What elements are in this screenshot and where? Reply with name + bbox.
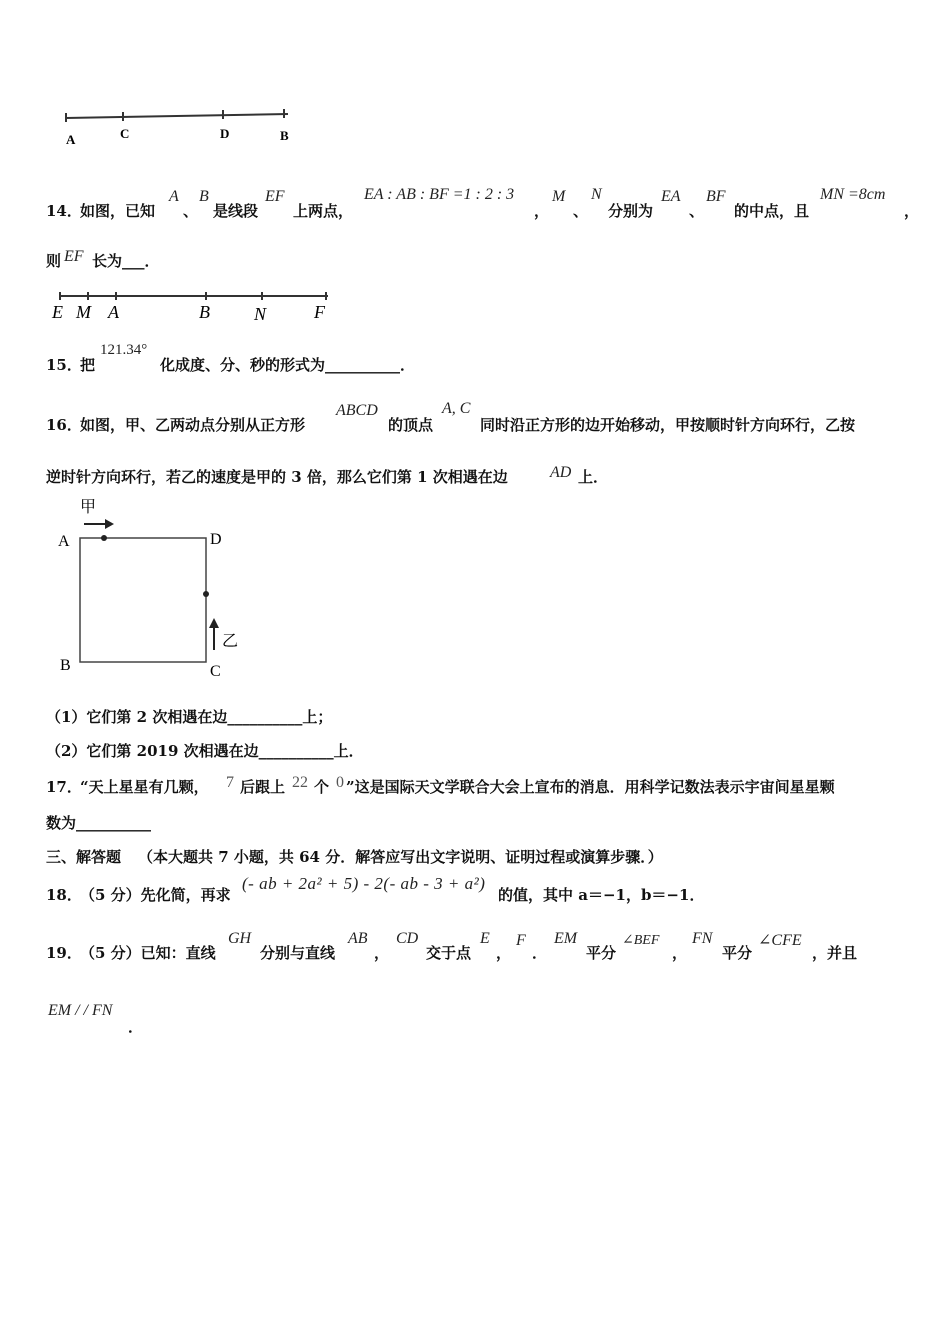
separator: ， <box>534 202 550 220</box>
math-ef: EF <box>265 188 285 205</box>
math-b: B <box>199 188 209 205</box>
math-fn: FN <box>692 930 713 947</box>
question-text: 分别为 <box>608 202 654 220</box>
question-text: 如图，甲、乙两动点分别从正方形 <box>80 416 306 434</box>
question-17-line-1 <box>46 772 926 796</box>
point-label-b: B <box>280 128 289 143</box>
question-text: 化成度、分、秒的形式为__________． <box>160 356 416 374</box>
point-label-b: B <box>199 302 210 322</box>
separator: ， <box>672 944 688 962</box>
question-15 <box>46 340 546 380</box>
question-17-line-2: 数为__________ <box>46 814 152 832</box>
math-ratio: EA : AB : BF =1 : 2 : 3 <box>364 186 515 203</box>
point-label-d: D <box>220 126 230 141</box>
math-abcd: ABCD <box>336 402 378 419</box>
question-14-line-2 <box>46 248 346 270</box>
question-text: （5 分）先化简，再求 <box>80 886 231 904</box>
label-jia: 甲 <box>80 499 97 516</box>
separator: ， <box>496 944 512 962</box>
question-text: 上． <box>578 468 609 486</box>
point-label-a: A <box>66 132 76 147</box>
math-ad: AD <box>550 464 572 481</box>
math-gh: GH <box>228 930 252 947</box>
point-label-e: E <box>52 302 63 322</box>
math-0: 0 <box>336 774 344 791</box>
math-cd: CD <box>396 930 419 947</box>
question-text: 交于点 <box>426 944 472 962</box>
question-text: 的中点，且 <box>734 202 810 220</box>
separator: ， <box>904 202 920 220</box>
math-ea: EA <box>661 188 681 205</box>
separator: 、 <box>573 202 589 220</box>
question-text: 如图，已知 <box>80 202 156 220</box>
question-19-line-1 <box>46 926 926 966</box>
point-label-n: N <box>254 304 267 324</box>
point-label-f: F <box>314 302 325 322</box>
question-number: 14． <box>46 202 82 220</box>
separator: ． <box>532 944 548 962</box>
label-yi: 乙 <box>222 633 239 650</box>
question-text: ，并且 <box>812 944 858 962</box>
math-em: EM <box>554 930 578 947</box>
math-n: N <box>591 186 602 203</box>
point-label-a: A <box>108 302 119 322</box>
point-label-m: M <box>76 302 91 322</box>
math-7: 7 <box>226 774 234 791</box>
question-text: 平分 <box>586 944 617 962</box>
math-bf: BF <box>706 188 726 205</box>
separator: 、 <box>689 202 705 220</box>
question-text: 分别与直线 <box>260 944 336 962</box>
question-number: 18． <box>46 886 82 904</box>
separator: ， <box>374 944 390 962</box>
question-text: （5 分）已知：直线 <box>80 944 216 962</box>
question-16-line-1 <box>46 400 926 440</box>
math-expression: (- ab + 2a² + 5) - 2(- ab - 3 + a²) <box>242 874 486 893</box>
question-text: 逆时针方向环行，若乙的速度是甲的 3 倍，那么它们第 1 次相遇在边 <box>46 468 508 486</box>
question-text: 是线段 <box>213 202 259 220</box>
question-text: 则 <box>46 252 62 270</box>
question-text: 后跟上 <box>240 778 286 796</box>
question-text: 把 <box>80 356 96 374</box>
question-16-sub-1: （1）它们第 2 次相遇在边__________上； <box>46 708 333 726</box>
question-text: 个 <box>314 778 330 796</box>
question-text: 同时沿正方形的边开始移动，甲按顺时针方向环行，乙按 <box>480 416 856 434</box>
vertex-label-b: B <box>60 657 71 674</box>
vertex-label-d: D <box>210 531 222 548</box>
question-text: 上两点， <box>293 202 354 220</box>
math-ab: AB <box>348 930 368 947</box>
math-parallel: EM / / FN <box>48 1002 113 1019</box>
segment-figure-emabnf <box>50 288 340 328</box>
math-e: E <box>480 930 490 947</box>
math-a: A <box>169 188 179 205</box>
section-3-header <box>46 846 926 868</box>
math-angle-cfe: ∠CFE <box>758 932 802 949</box>
section-title: 三、解答题 <box>46 848 122 866</box>
question-18 <box>46 872 926 904</box>
question-text: ”这是国际天文学联合大会上宣布的消息．用科学记数法表示宇宙间星星颗 <box>346 778 835 796</box>
question-19-line-2 <box>48 1002 248 1038</box>
question-number: 16． <box>46 416 82 434</box>
square-figure-abcd <box>50 494 250 680</box>
math-mn: MN =8cm <box>820 186 886 203</box>
separator: ． <box>128 1018 144 1036</box>
math-m: M <box>552 188 566 205</box>
question-number: 19． <box>46 944 82 962</box>
math-22: 22 <box>292 774 308 791</box>
section-description: （本大题共 7 小题，共 64 分．解答应写出文字说明、证明过程或演算步骤．） <box>138 848 663 866</box>
question-text: 平分 <box>722 944 753 962</box>
question-14-line-1 <box>46 186 926 226</box>
vertex-label-a: A <box>58 533 70 550</box>
question-number: 17． <box>46 778 82 796</box>
math-ef: EF <box>64 248 84 265</box>
math-angle-value: 121.34° <box>100 342 148 358</box>
math-a-c: A, C <box>442 400 471 417</box>
math-angle-bef: ∠BEF <box>622 933 660 948</box>
segment-figure-acdb <box>60 108 300 153</box>
question-text: “天上星星有几颗， <box>80 778 209 796</box>
answer-blank: 长为___． <box>92 252 160 270</box>
vertex-label-c: C <box>210 663 221 680</box>
question-text: 的值，其中 a＝−1，b＝−1． <box>498 886 705 904</box>
point-label-c: C <box>120 126 130 141</box>
separator: 、 <box>183 202 199 220</box>
math-f: F <box>516 932 526 949</box>
question-number: 15． <box>46 356 82 374</box>
question-16-sub-2: （2）它们第 2019 次相遇在边__________上． <box>46 742 364 760</box>
question-text: 的顶点 <box>388 416 434 434</box>
question-16-line-2 <box>46 464 746 486</box>
